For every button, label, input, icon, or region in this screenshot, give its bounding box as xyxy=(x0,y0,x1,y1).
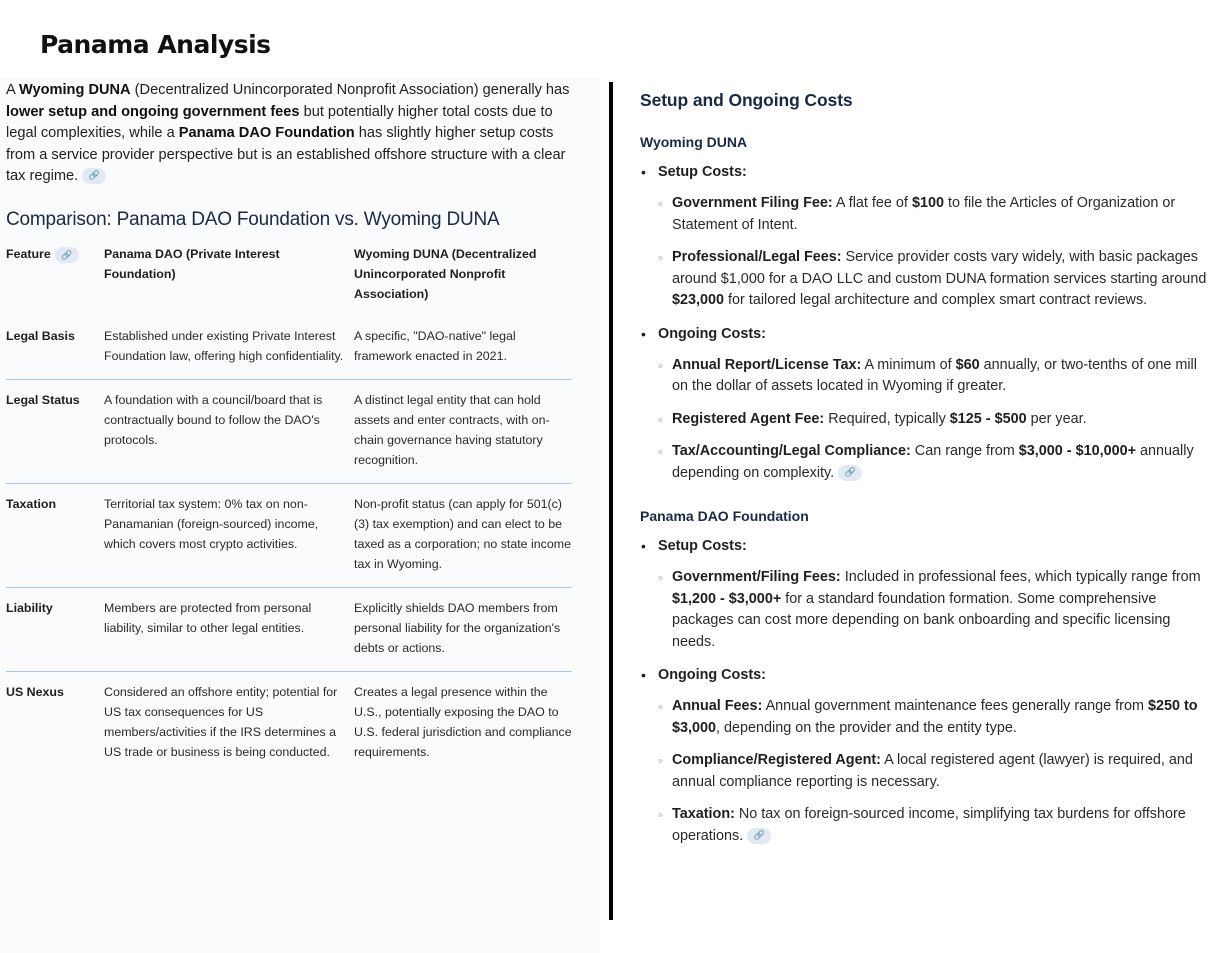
cost-item-bold-text: Tax/Accounting/Legal Compliance: xyxy=(672,443,911,459)
feature-cell: Legal Status xyxy=(6,393,80,407)
intro-bold-text: Panama DAO Foundation xyxy=(178,125,355,141)
cost-group-label: • Setup Costs: xyxy=(658,164,747,180)
panama-cell: A foundation with a council/board that is contractually bound to follow the DAO's protocols. xyxy=(104,393,323,447)
intro-bold-text: Wyoming DUNA xyxy=(18,82,131,98)
header-feature: Feature 🔗 xyxy=(6,244,104,316)
cost-group-label: • Ongoing Costs: xyxy=(658,667,766,683)
list-item xyxy=(658,804,1215,847)
header-panama: Panama DAO (Private Interest Foundation) xyxy=(104,247,280,281)
cost-item-bold-text: $3,000 - $10,000+ xyxy=(1018,443,1137,459)
page-title: Panama Analysis xyxy=(40,30,271,59)
cost-item-bold-text: Registered Agent Fee: xyxy=(672,410,825,427)
list-item xyxy=(658,409,1215,431)
wyoming-cell: Non-profit status (can apply for 501(c)(3) tax exemption) and can elect to be taxed as a corporation; no state income tax in Wyoming. xyxy=(354,497,571,571)
table-row xyxy=(6,484,572,588)
cost-item-text: annually depending on complexity. xyxy=(672,443,1194,481)
list-item xyxy=(658,567,1215,653)
cost-item-bold-text: $1,200 - $3,000+ xyxy=(672,590,782,607)
costs-panel xyxy=(640,90,1215,859)
table-row xyxy=(6,380,572,484)
cost-group-list xyxy=(640,536,1215,847)
cost-item-bold-text: Government Filing Fee: xyxy=(672,195,833,211)
wyoming-cell: A distinct legal entity that can hold assets and enter contracts, with on-chain governance having statutory recognition. xyxy=(354,393,550,467)
cost-item-text: to file the Articles of Organization or Statement of Intent. xyxy=(672,195,1176,233)
feature-cell: Taxation xyxy=(6,497,57,511)
cost-item-list xyxy=(658,193,1215,312)
section-spacer xyxy=(640,496,1215,508)
cost-item-text: Service provider costs vary widely, with basic packages around $1,000 for a DAO LLC and custom DUNA formation services starting around xyxy=(672,249,1207,287)
cost-group-label: • Ongoing Costs: xyxy=(658,325,766,342)
list-item xyxy=(658,355,1215,398)
comparison-heading: Comparison: Panama DAO Foundation vs. Wyoming DUNA xyxy=(6,209,500,230)
cost-item-text: , depending on the provider and the entity type. xyxy=(716,719,1017,736)
cost-item-list xyxy=(658,696,1215,847)
feature-cell: US Nexus xyxy=(6,685,64,699)
cost-item-bold-text: $100 xyxy=(911,195,944,211)
cost-item-text: Can range from xyxy=(910,443,1019,459)
list-item xyxy=(658,193,1215,236)
panama-cell: Established under existing Private Interest Foundation law, offering high confidentiality. xyxy=(104,329,344,363)
cost-item-text: Required, typically xyxy=(824,410,950,427)
cost-group xyxy=(640,162,1215,312)
cost-item-text: A local registered agent (lawyer) is required, and annual compliance reporting is necessary. xyxy=(672,752,1193,790)
panama-cell: Members are protected from personal liability, similar to other legal entities. xyxy=(104,601,312,635)
wyoming-cell: Creates a legal presence within the U.S., potentially exposing the DAO to U.S. federal jurisdiction and compliance requirements. xyxy=(354,685,572,759)
cost-group-list xyxy=(640,162,1215,484)
cost-item-bold-text: Government/Filing Fees: xyxy=(672,569,841,585)
cost-item-bold-text: Professional/Legal Fees: xyxy=(672,249,842,265)
cost-item-bold-text: $250 to $3,000 xyxy=(672,698,1198,736)
list-item xyxy=(658,750,1215,793)
cost-item-text: per year. xyxy=(1026,410,1087,427)
cost-group-label: • Setup Costs: xyxy=(658,538,747,554)
list-item xyxy=(658,441,1215,484)
intro-text: A xyxy=(6,82,19,98)
cost-item-text: annually, or two-tenths of one mill on the dollar of assets located in Wyoming if greater. xyxy=(672,356,1197,394)
cost-item-list xyxy=(658,567,1215,653)
panama-cell: Considered an offshore entity; potential for US tax consequences for US members/activities if the IRS determines a US trade or business is being conducted. xyxy=(104,685,338,759)
section-title: Panama DAO Foundation xyxy=(640,508,809,524)
cost-item-text: A flat fee of xyxy=(832,195,912,211)
wyoming-cell: A specific, "DAO-native" legal framework enacted in 2021. xyxy=(354,329,516,363)
list-item xyxy=(658,247,1215,312)
costs-heading: Setup and Ongoing Costs xyxy=(640,90,853,110)
link-icon[interactable]: 🔗 xyxy=(55,247,79,263)
intro-paragraph xyxy=(6,80,581,188)
table-header-row xyxy=(6,244,572,316)
intro-text: but potentially higher total costs due to legal complexities, while a xyxy=(6,103,553,141)
cost-group xyxy=(640,536,1215,653)
cost-group xyxy=(640,665,1215,847)
table-row xyxy=(6,672,572,776)
list-item xyxy=(658,696,1215,739)
cost-item-text: A minimum of xyxy=(861,356,956,373)
intro-text: has slightly higher setup costs from a service provider perspective but is an established offshore structure with a clear tax regime. xyxy=(6,125,566,184)
cost-item-bold-text: Taxation: xyxy=(672,806,735,822)
feature-cell: Liability xyxy=(6,601,53,615)
vertical-divider xyxy=(609,82,613,920)
cost-item-text: No tax on foreign-sourced income, simplifying tax burdens for offshore operations. xyxy=(672,806,1186,844)
feature-cell: Legal Basis xyxy=(6,329,75,343)
cost-item-bold-text: Annual Report/License Tax: xyxy=(672,356,862,373)
comparison-table xyxy=(6,244,572,775)
cost-item-text: for tailored legal architecture and complex smart contract reviews. xyxy=(724,292,1148,308)
wyoming-cell: Explicitly shields DAO members from personal liability for the organization's debts or actions. xyxy=(354,601,561,655)
cost-item-list xyxy=(658,355,1215,485)
cost-item-bold-text: $60 xyxy=(955,356,980,373)
cost-item-bold-text: $23,000 xyxy=(672,292,725,308)
cost-item-bold-text: Annual Fees: xyxy=(672,698,763,714)
cost-item-bold-text: Compliance/Registered Agent: xyxy=(672,752,881,768)
section-title: Wyoming DUNA xyxy=(640,134,748,150)
link-icon[interactable]: 🔗 xyxy=(838,465,862,481)
cost-item-text: Annual government maintenance fees generally range from xyxy=(762,698,1148,714)
cost-item-bold-text: $125 - $500 xyxy=(949,410,1027,427)
intro-bold-text: lower setup and ongoing government fees xyxy=(6,103,300,120)
table-row xyxy=(6,588,572,672)
header-wyoming: Wyoming DUNA (Decentralized Unincorporated Nonprofit Association) xyxy=(354,247,537,301)
table-row xyxy=(6,316,572,380)
cost-item-text: for a standard foundation formation. Some comprehensive packages can cost more depending on bank onboarding and specific licensing needs. xyxy=(672,590,1171,650)
panama-cell: Territorial tax system: 0% tax on non-Panamanian (foreign-sourced) income, which covers most crypto activities. xyxy=(104,497,319,551)
link-icon[interactable]: 🔗 xyxy=(747,828,771,844)
intro-text: (Decentralized Unincorporated Nonprofit Association) generally has xyxy=(130,82,570,98)
link-icon[interactable]: 🔗 xyxy=(82,168,106,184)
cost-item-text: Included in professional fees, which typically range from xyxy=(840,569,1201,585)
cost-group xyxy=(640,324,1215,485)
